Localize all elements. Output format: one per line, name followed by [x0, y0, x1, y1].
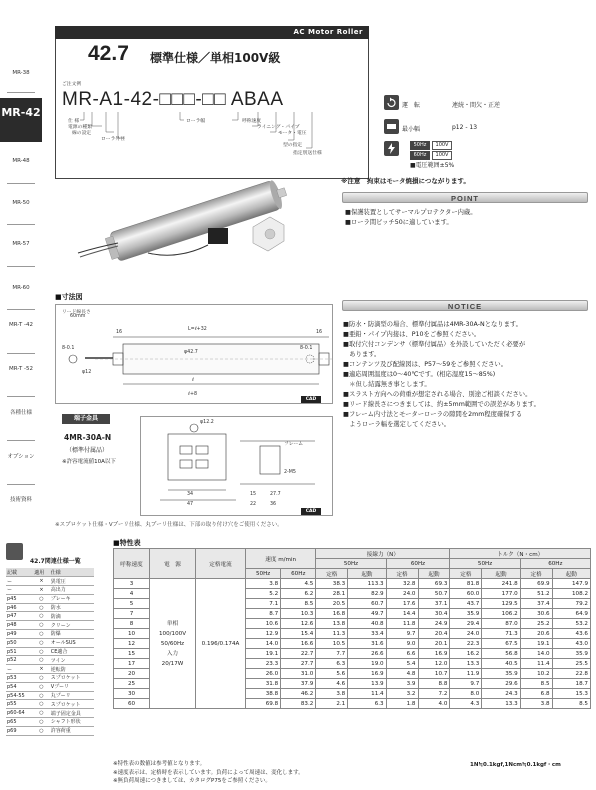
tab-specs[interactable]: 各種仕様	[9, 410, 32, 416]
related-row: p53 ○ スプロケット	[6, 674, 94, 683]
cad-badge[interactable]: CAD	[301, 508, 321, 515]
tab-mr60[interactable]: MR-60	[12, 285, 30, 291]
spec-row: 25 31.8 37.9 4.6 13.9 3.9 8.8 9.7 29.6 8.5 18.7	[114, 679, 591, 689]
terminal-dim: 15	[250, 492, 257, 497]
related-title: 42.7関連仕様一覧	[30, 558, 81, 565]
hole-label: 2-M5	[284, 470, 296, 475]
min-width-label: 最小幅	[402, 126, 421, 133]
related-row: ー × 異電圧	[6, 577, 94, 586]
dim-16b: 16	[316, 330, 323, 335]
terminal-drawing	[140, 416, 333, 516]
power-cell: 単相 100/100V 50/60Hz 入力 20/17W	[150, 579, 196, 709]
notice-list	[343, 320, 593, 430]
product-line-header: AC Motor Roller	[55, 26, 369, 39]
point-item: ■保護装置としてサーマルプロテクター内蔵。	[345, 209, 477, 216]
tab-mr50[interactable]: MR-50	[12, 200, 30, 206]
width-icon	[384, 119, 399, 134]
motor-roller-photo	[58, 165, 330, 285]
part-roller-dia: ローラ外径	[101, 137, 125, 142]
dim-phi-shaft: φ12	[82, 370, 92, 375]
terminal-dim: 47	[187, 502, 194, 507]
rated-current-cell: 0.196/0.174A	[196, 579, 246, 709]
related-row: p50 ○ オールSUS	[6, 638, 94, 647]
notice-item: あります。	[343, 351, 381, 358]
related-row: ー × 逆転防	[6, 665, 94, 674]
dims-title: ■寸法図	[55, 293, 83, 301]
terminal-dim: 27.7	[270, 492, 281, 497]
related-row: p45 ○ ブレーキ	[6, 594, 94, 603]
order-model-code: MR-A1-42-□□□-□□ ABAA	[62, 89, 284, 110]
terminal-sub: （標準付属品）	[66, 447, 109, 454]
spec-row: 3 単相 100/100V 50/60Hz 入力 20/17W 0.196/0.174A 3.8 4.5 38.3 113.3 32.8 69.3 81.8 241.8 69.9 147.9	[114, 579, 591, 589]
notice-item: ■リード線長さにつきましては、約±5mm範囲での誤差があります。	[343, 401, 540, 408]
unit-note: 1N≒0.1kgf,1Ncm≒0.1kgf・cm	[470, 762, 561, 768]
notice-item: ＊但し結露無き事とします。	[343, 381, 431, 388]
spec-row: 12 14.0 16.6 10.5 31.6 9.0 20.1 22.3 67.5 19.1 43.0	[114, 639, 591, 649]
voltage-icon	[384, 141, 399, 156]
spec-row: 30 38.8 46.2 3.8 11.4 3.2 7.2 8.0 24.3 6.8 15.3	[114, 689, 591, 699]
part-type: 型の指定	[283, 143, 303, 148]
related-row: p52 ○ ツイン	[6, 656, 94, 665]
point-item: ■ローラ間ピッチ50に適しています。	[345, 219, 453, 226]
related-row: p46 ○ 防水	[6, 603, 94, 612]
tab-mrt42[interactable]: MR-T -42	[9, 322, 33, 328]
roller-diameter: 42.7	[88, 42, 129, 65]
dim-16a: 16	[116, 330, 123, 335]
voltage-note: ■電圧範囲±5%	[410, 162, 455, 169]
notice-item: ■コンテンツ及び配線図は、P57〜59をご参照ください。	[343, 361, 507, 368]
notice-item: ようローラ幅を選定してください。	[343, 421, 451, 428]
notice-ribbon: NOTICE	[342, 300, 588, 311]
terminal-dim: 22	[250, 502, 257, 507]
part-power: 電源の種類	[68, 125, 92, 130]
spec-row: 10 12.9 15.4 11.3 33.4 9.7 20.4 24.0 71.3 20.6 43.6	[114, 629, 591, 639]
lead-length: 60mm	[70, 314, 86, 319]
notice-item: ■フレーム内寸法とモーターローラの隙間を2mm程度確保する	[343, 411, 523, 418]
notice-item: ■スラスト方向への荷重が想定される場合、別途ご相談ください。	[343, 391, 532, 398]
tab-mr57[interactable]: MR-57	[12, 241, 30, 247]
spec-row: 15 19.1 22.7 7.7 26.6 6.6 16.9 16.2 56.8 14.0 35.9	[114, 649, 591, 659]
related-row: p54 ○ Vプーリ	[6, 682, 94, 691]
tab-tech-data[interactable]: 技術資料	[9, 497, 32, 503]
part-motor-voltage: モータ・電圧	[278, 131, 307, 136]
operation-label: 運 転	[402, 102, 421, 109]
part-speed: 呼称速度	[242, 119, 262, 124]
part-roller-width: ローラ幅	[186, 119, 206, 124]
tab-mrt52[interactable]: MR-T -52	[9, 366, 33, 372]
caution-text: ※注意 拘束はモータ焼損につながります。	[341, 177, 470, 185]
terminal-phi: φ12.2	[200, 420, 214, 425]
spec-row: 17 23.3 27.7 6.3 19.0 5.4 12.0 13.3 40.5 11.4 25.5	[114, 659, 591, 669]
notice-item: ■防水・防滴型の場合、標準付属品は4MR-30A-Nとなります。	[343, 321, 522, 328]
stack-icon	[6, 543, 23, 560]
tab-mr48[interactable]: MR-48	[12, 158, 30, 164]
part-spec: 仕 様	[68, 119, 80, 124]
related-row: p47 ○ 防滴	[6, 612, 94, 621]
related-row: p69 ○ 許容荷重	[6, 726, 94, 735]
related-row: ー × 高出力	[6, 586, 94, 595]
part-wire: 線の設定	[72, 131, 92, 136]
terminal-note: ※許容電流値10A以下	[62, 459, 116, 465]
dim-shaft-flat-2: 8-0.1	[300, 346, 313, 351]
related-row: p55 ○ スプロケット	[6, 700, 94, 709]
terminal-model: 4MR-30A-N	[64, 433, 112, 442]
related-row: p48 ○ クリーン	[6, 621, 94, 630]
spec-row: 4 5.2 6.2 28.1 82.9 24.0 50.7 60.0 177.0 51.2 108.2	[114, 589, 591, 599]
point-ribbon: POINT	[342, 192, 588, 203]
related-row: p60-64 ○ 端子固定金具	[6, 709, 94, 718]
lead-label: リード線長さ	[62, 310, 91, 315]
vt-v1: 100V	[432, 141, 452, 150]
spec-notes: ※特性表の数値は参考値となります。 ※速度表示は、定格時を表示しています。負荷によって周速は、変化します。 ※無負荷周速につきましては、カタログP75をご参照ください。	[113, 761, 304, 784]
tab-mr42-active[interactable]: MR-42	[0, 98, 42, 142]
spec-row: 5 7.1 8.5 20.5 60.7 17.6 37.1 43.7 129.5 37.4 79.2	[114, 599, 591, 609]
voltage-table	[410, 141, 452, 160]
notice-item: ■取付穴付コンデンサ（標準付属品）を外設していただく必要が	[343, 341, 526, 348]
cad-badge[interactable]: CAD	[301, 396, 321, 403]
dim-l: ℓ	[192, 378, 194, 383]
notice-item: ■適応周囲温度は0〜40℃です。(相応湿度15〜85%)	[343, 371, 496, 378]
spec-title: ■特性表	[113, 539, 141, 547]
part-lining: ライニング・パイプ	[257, 125, 300, 130]
vt-v2: 100V	[432, 151, 452, 160]
spec-row: 8 10.6 12.6 13.8 40.8 11.8 24.9 29.4 87.0 25.2 53.2	[114, 619, 591, 629]
related-row: p65 ○ シャフト形状	[6, 718, 94, 727]
related-row: p51 ○ CE適合	[6, 647, 94, 656]
spec-row: 60 69.8 83.2 2.1 6.3 1.8 4.0 4.3 13.3 3.8 8.5	[114, 699, 591, 709]
spec-row: 20 26.0 31.0 5.6 16.9 4.8 10.7 11.9 35.9 10.2 22.8	[114, 669, 591, 679]
spec-table: 呼称速度 電 源 定格電流 速度 m/min 接線力（N） トルク（N・cm） 50Hz 60Hz 50Hz 60Hz 50Hz 60Hz 定格 起動 定格 起動 定格 起動 定格 起動 3 単相 100/100V 50/60Hz 入力 20/17W 0.196/0.174A 3.8 4.5 38.3 113.3 32.8 69.3 81.8 241.8 69.9 147.9 4 5.2 6.2 28.1 82.9 24.0 50.7 60.0 177.0 51.2 108.2 5 7.1 8.5 20.5 60.7 17.6 37.1 43.7 129.5 37.4 79.2 7 8.7 10.3 16.8 49.7 14.4 30.4 35.9 106.2 30.6 64.9 8 10.6 12.6 13.8 40.8 11.8 24.9 29.4 87.0 25.2 53.2 10 12.9 15.4 11.3 33.4 9.7 20.4 24.0 71.3 20.6 43.6 12 14.0 16.6 10.5 31.6 9.0 20.1 22.3 67.5 19.1 43.0 15 19.1 22.7 7.7 26.6 6.6 16.9 16.2 56.8 14.0 35.9 17 23.3 27.7 6.3 19.0 5.4 12.0 13.3 40.5 11.4 25.5 20 26.0 31.0 5.6 16.9 4.8 10.7 11.9 35.9 10.2 22.8 25 31.8 37.9 4.6 13.9 3.9 8.8 9.7 29.6 8.5 18.7 30 38.8 46.2 3.8 11.4 3.2 7.2 8.0 24.3 6.8 15.3 60 69.8 83.2 2.1 6.3 1.8 4.0 4.3 13.3 3.8 8.5	[113, 548, 591, 709]
order-label: ご注文例	[62, 82, 82, 87]
dim-lw: ℓ+8	[188, 392, 198, 397]
dim-phi-body: φ42.7	[184, 350, 198, 355]
related-row: p54-55 ○ 丸プーリ	[6, 691, 94, 700]
related-table: 記載 適用 仕様 ー × 異電圧 ー × 高出力 p45 ○ ブレーキ p46 ○ 防水 p47 ○ 防滴 p48 ○ クリーン p49 ○ 防爆 p50 ○ オールSUS p51 ○ CE適合 p52 ○ ツイン ー × 逆転防 p53 ○ スプロケット p54 ○ Vプーリ p54-55 ○ 丸プーリ p55 ○ スプロケット p60-64 ○ 端子固定金具 p65 ○ シャフト形状 p69 ○ 許容荷重	[6, 568, 94, 736]
terminal-dim: 34	[187, 492, 194, 497]
terminal-title: 端子金具	[62, 414, 110, 424]
min-width-value: p12 - 13	[452, 124, 478, 131]
notice-item: ■亜鉛・パイプ内接は、P10をご参照ください。	[343, 331, 481, 338]
page-title: 標準仕様／単相100V級	[150, 51, 281, 65]
dim-L: L=ℓ+32	[188, 327, 207, 332]
terminal-dim: 36	[270, 502, 277, 507]
dim-shaft-flat: 8-0.1	[62, 346, 75, 351]
operation-value: 連続・間欠・正逆	[452, 102, 501, 109]
spec-row: 7 8.7 10.3 16.8 49.7 14.4 30.4 35.9 106.2 30.6 64.9	[114, 609, 591, 619]
frame-label: フレーム	[284, 442, 303, 447]
vt-hz1: 50Hz	[410, 141, 430, 150]
part-option: 指定別送仕様	[293, 151, 322, 156]
rotation-icon	[384, 95, 399, 110]
related-row: p49 ○ 防爆	[6, 630, 94, 639]
tab-options[interactable]: オプション	[7, 454, 35, 460]
sprocket-note: ※スプロケット仕様・Vプーリ仕様、丸プーリ仕様は、下部の取り付け穴をご使用ください。	[55, 522, 283, 528]
tab-mr38[interactable]: MR-38	[12, 70, 30, 76]
vt-hz2: 60Hz	[410, 151, 430, 160]
